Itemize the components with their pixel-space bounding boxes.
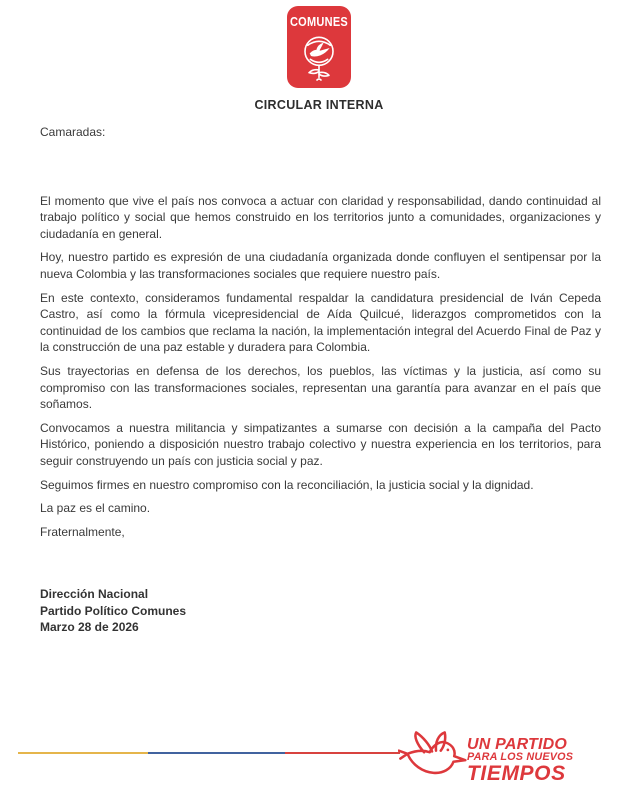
footer-tagline bbox=[467, 737, 573, 784]
letter-paragraph: Seguimos firmes en nuestro compromiso con la reconciliación, la justicia social y la dignidad. bbox=[40, 477, 534, 492]
signature-block bbox=[40, 586, 601, 636]
letter-paragraph: En este contexto, consideramos fundamental respaldar la candidatura presidencial de Iván Cepeda Castro, así como la fórmula vicepresidencial de Aída Quilcué, liderazgos comprometidos con la continuidad de los cambios que reclama la nación, la implementación integral del Acuerdo Final de Paz y la construcción de una paz estable y duradera para Colombia. bbox=[40, 290, 601, 355]
rose-dove-icon bbox=[299, 32, 339, 89]
tagline-line-1: UN PARTIDO bbox=[467, 736, 568, 753]
comunes-logo-badge bbox=[287, 6, 351, 88]
letter-closing: Fraternalmente, bbox=[40, 524, 125, 539]
salutation: Camaradas: bbox=[40, 125, 106, 139]
letter-paragraph: Sus trayectorias en defensa de los derechos, los pueblos, las víctimas y la justicia, así como su compromiso con las transformaciones sociales, representan una garantía para avanzar en el país que soñamos. bbox=[40, 363, 601, 412]
letter-paragraph: Convocamos a nuestra militancia y simpatizantes a sumarse con decisión a la campaña del Pacto Histórico, poniendo a disposición nuestro trabajo colectivo y nuestra experiencia en los territorios, para seguir construyendo un país con justicia social y paz. bbox=[40, 420, 601, 468]
tagline-line-2: PARA LOS NUEVOS bbox=[467, 751, 574, 763]
signature-line: Partido Político Comunes bbox=[40, 603, 187, 618]
tagline-line-3: TIEMPOS bbox=[467, 762, 566, 785]
comunes-logo-wordmark: COMUNES bbox=[289, 15, 349, 29]
dove-icon bbox=[398, 727, 474, 792]
flag-stripe-red bbox=[285, 752, 400, 754]
signature-line: Marzo 28 de 2026 bbox=[40, 620, 139, 635]
letter-paragraph: El momento que vive el país nos convoca a actuar con claridad y responsabilidad, dando continuidad al trabajo político y social que hemos construido en los territorios junto a comunidades, organizaciones y ciudadanía en general. bbox=[40, 193, 601, 241]
document-title: CIRCULAR INTERNA bbox=[254, 98, 384, 112]
letter-body bbox=[40, 124, 601, 636]
flag-stripe-blue bbox=[148, 752, 285, 754]
signature-line: Dirección Nacional bbox=[40, 587, 149, 602]
flag-stripe-yellow bbox=[18, 752, 148, 754]
letter-paragraph: La paz es el camino. bbox=[40, 501, 151, 516]
letter-paragraph: Hoy, nuestro partido es expresión de una ciudadanía organizada donde confluyen el sentipensar por la nueva Colombia y las transformaciones sociales que requiere nuestro país. bbox=[40, 250, 601, 281]
